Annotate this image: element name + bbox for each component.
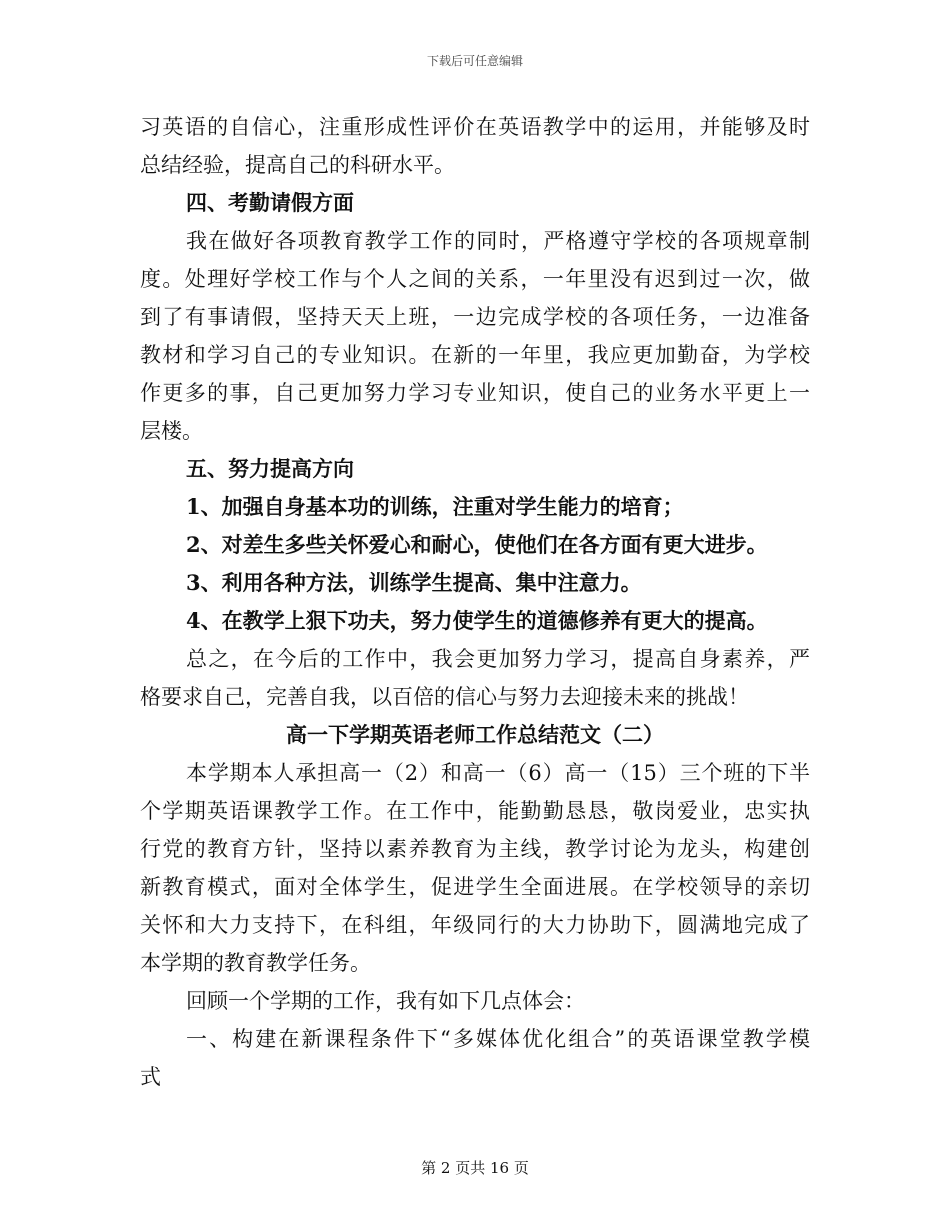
paragraph-line: 作更多的事，自己更加努力学习专业知识，使自己的业务水平更上一: [140, 381, 810, 405]
paragraph-line: 一、构建在新课程条件下“多媒体优化组合”的英语课堂教学模: [186, 1027, 810, 1051]
page-number: 第 2 页共 16 页: [421, 1159, 529, 1177]
document-body: [140, 108, 810, 1096]
paragraph-line: 总结经验，提高自己的科研水平。: [140, 153, 455, 177]
paragraph-line: 度。处理好学校工作与个人之间的关系，一年里没有迟到过一次，做: [140, 267, 810, 291]
list-item: 2、对差生多些关怀爱心和耐心，使他们在各方面有更大进步。: [186, 532, 768, 557]
section-heading-attendance: 四、考勤请假方面: [186, 190, 354, 215]
list-item: 1、加强自身基本功的训练，注重对学生能力的培育；: [186, 494, 684, 519]
list-item: 3、利用各种方法，训练学生提高、集中注意力。: [186, 570, 642, 595]
paragraph-line: 式: [140, 1065, 161, 1089]
paragraph-line: 个学期英语课教学工作。在工作中，能勤勤恳恳，敬岗爱业，忠实执: [140, 799, 810, 823]
paragraph-line: 层楼。: [140, 419, 203, 443]
paragraph-line: 格要求自己，完善自我，以百倍的信心与努力去迎接未来的挑战！: [140, 685, 749, 709]
page-header-note: 下载后可任意编辑: [426, 54, 523, 68]
paragraph-line: 我在做好各项教育教学工作的同时，严格遵守学校的各项规章制: [186, 229, 810, 253]
paragraph-line: 本学期的教育教学任务。: [140, 951, 371, 975]
paragraph-line: 教材和学习自己的专业知识。在新的一年里，我应更加勤奋，为学校: [140, 343, 810, 367]
list-item: 4、在教学上狠下功夫，努力使学生的道德修养有更大的提高。: [186, 608, 768, 633]
paragraph-line: 习英语的自信心，注重形成性评价在英语教学中的运用，并能够及时: [140, 115, 810, 139]
paragraph-line: 新教育模式，面对全体学生，促进学生全面进展。在学校领导的亲切: [140, 875, 810, 899]
paragraph-line: 本学期本人承担高一（2）和高一（6）高一（15）三个班的下半: [186, 761, 810, 785]
article-title: 高一下学期英语老师工作总结范文（二）: [286, 722, 664, 747]
section-heading-improvement: 五、努力提高方向: [186, 456, 354, 481]
paragraph-line: 总之，在今后的工作中，我会更加努力学习，提高自身素养，严: [186, 647, 810, 671]
paragraph-line: 到了有事请假，坚持天天上班，一边完成学校的各项任务，一边准备: [140, 305, 810, 329]
paragraph-line: 行党的教育方针，坚持以素养教育为主线，教学讨论为龙头，构建创: [140, 837, 810, 861]
paragraph-line: 回顾一个学期的工作，我有如下几点体会：: [186, 989, 585, 1013]
paragraph-line: 关怀和大力支持下，在科组，年级同行的大力协助下，圆满地完成了: [140, 913, 810, 937]
